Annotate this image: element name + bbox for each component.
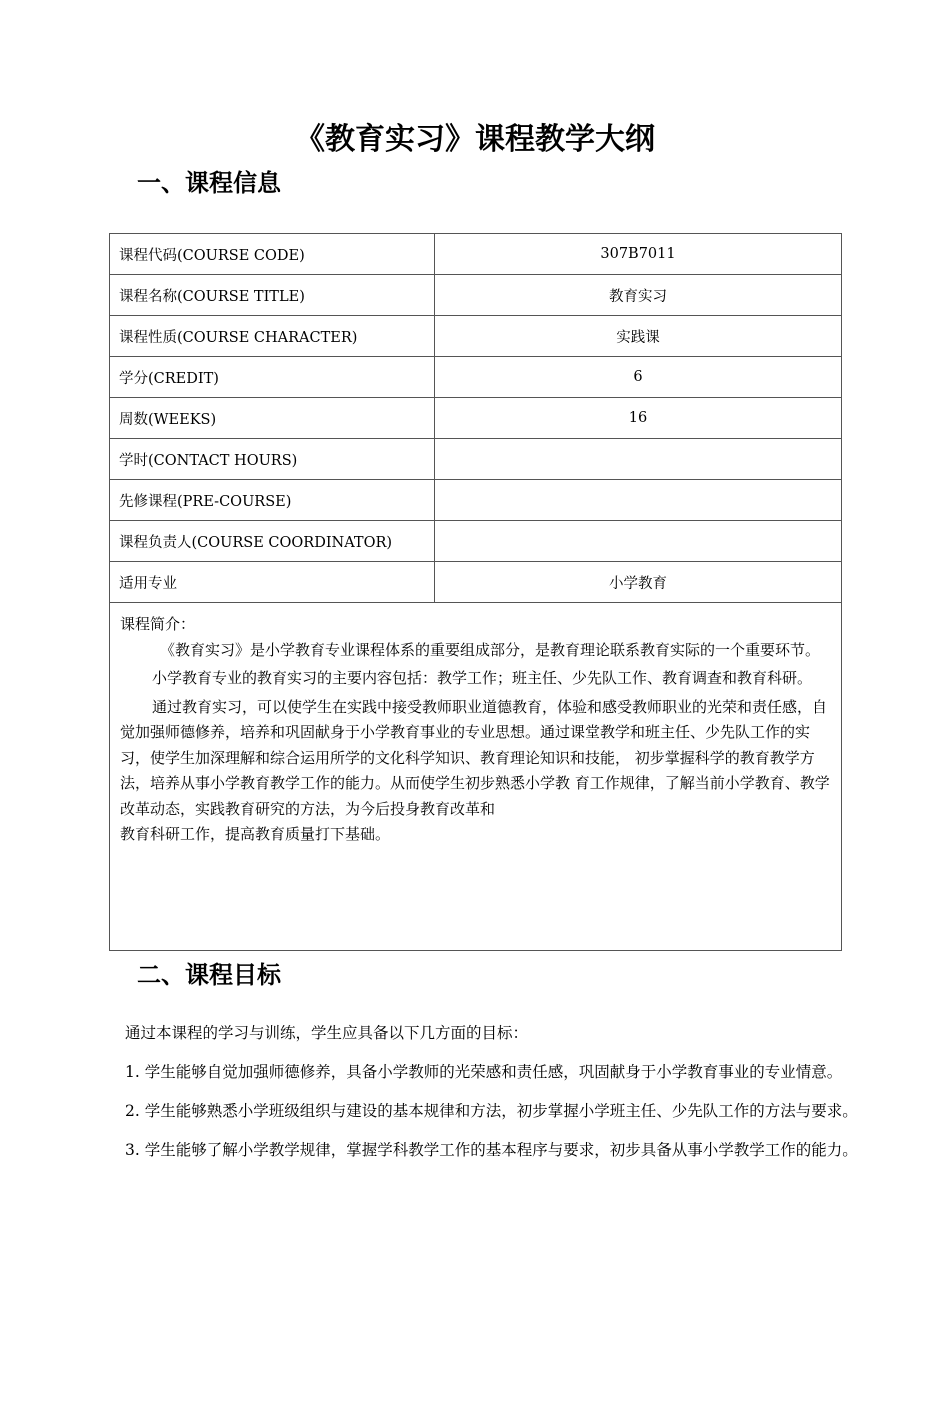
row-label-credit: 学分(CREDIT) — [110, 357, 435, 398]
row-value-course-code: 307B7011 — [435, 234, 842, 275]
row-label-course-code: 课程代码(COURSE CODE) — [110, 234, 435, 275]
table-row — [110, 275, 842, 316]
goals-lead: 通过本课程的学习与训练，学生应具备以下几方面的目标： — [125, 1024, 529, 1042]
row-value-contact-hours — [435, 439, 842, 480]
section-heading-course-info: 一、课程信息 — [137, 169, 281, 197]
table-row — [110, 398, 842, 439]
row-value-course-character: 实践课 — [435, 316, 842, 357]
intro-paragraph: 《教育实习》是小学教育专业课程体系的重要组成部分，是教育理论联系教育实际的一个重要环节。 — [160, 640, 821, 659]
row-value-credit: 6 — [435, 357, 842, 398]
row-value-pre-course — [435, 480, 842, 521]
section-heading-course-goals: 二、课程目标 — [137, 961, 281, 989]
table-row — [110, 234, 842, 275]
goal-item: 3. 学生能够了解小学教学规律，掌握学科教学工作的基本程序与要求，初步具备从事小学教学工作的能力。 — [125, 1141, 858, 1159]
table-row — [110, 439, 842, 480]
row-value-coordinator — [435, 521, 842, 562]
table-row — [110, 480, 842, 521]
table-row — [110, 562, 842, 603]
row-value-weeks: 16 — [435, 398, 842, 439]
row-label-course-character: 课程性质(COURSE CHARACTER) — [110, 316, 435, 357]
row-value-course-title: 教育实习 — [435, 275, 842, 316]
intro-label: 课程简介： — [120, 615, 196, 633]
row-label-major: 适用专业 — [110, 562, 435, 603]
table-row — [110, 357, 842, 398]
table-row-intro — [110, 603, 842, 951]
intro-paragraph: 通过教育实习，可以使学生在实践中接受教师职业道德教育，体验和感受教师职业的光荣和责任感，自觉加强师德修养，培养和巩固献身于小学教育事业的专业思想。通过课堂教学和班主任、少先队工作的实习，使学生加深理解和综合运用所学的文化科学知识、教育理论知识和技能， 初步掌握科学的教育教学方法，培养从事小学教育教学工作的能力。从而使学生初步熟悉小学教 育工作规律，了解当前小学教育、教学改革动态，实践教育研究的方法，为今后投身教育改革和 — [120, 697, 830, 818]
page-title: 《教育实习》课程教学大纲 — [295, 122, 655, 157]
course-info-table — [109, 233, 842, 951]
row-label-weeks: 周数(WEEKS) — [110, 398, 435, 439]
goal-item: 1. 学生能够自觉加强师德修养，具备小学教师的光荣感和责任感，巩固献身于小学教育事业的专业情意。 — [125, 1063, 843, 1081]
row-label-pre-course: 先修课程(PRE-COURSE) — [110, 480, 435, 521]
intro-paragraph: 教育科研工作，提高教育质量打下基础。 — [120, 825, 391, 843]
course-intro-cell — [110, 603, 842, 951]
course-goals — [80, 1014, 860, 1170]
table-row — [110, 316, 842, 357]
row-label-course-title: 课程名称(COURSE TITLE) — [110, 275, 435, 316]
table-row — [110, 521, 842, 562]
intro-paragraph: 小学教育专业的教育实习的主要内容包括：教学工作；班主任、少先队工作、教育调查和教育科研。 — [152, 669, 813, 687]
row-value-major: 小学教育 — [435, 562, 842, 603]
row-label-coordinator: 课程负责人(COURSE COORDINATOR) — [110, 521, 435, 562]
goal-item: 2. 学生能够熟悉小学班级组织与建设的基本规律和方法，初步掌握小学班主任、少先队工作的方法与要求。 — [125, 1102, 858, 1120]
row-label-contact-hours: 学时(CONTACT HOURS) — [110, 439, 435, 480]
